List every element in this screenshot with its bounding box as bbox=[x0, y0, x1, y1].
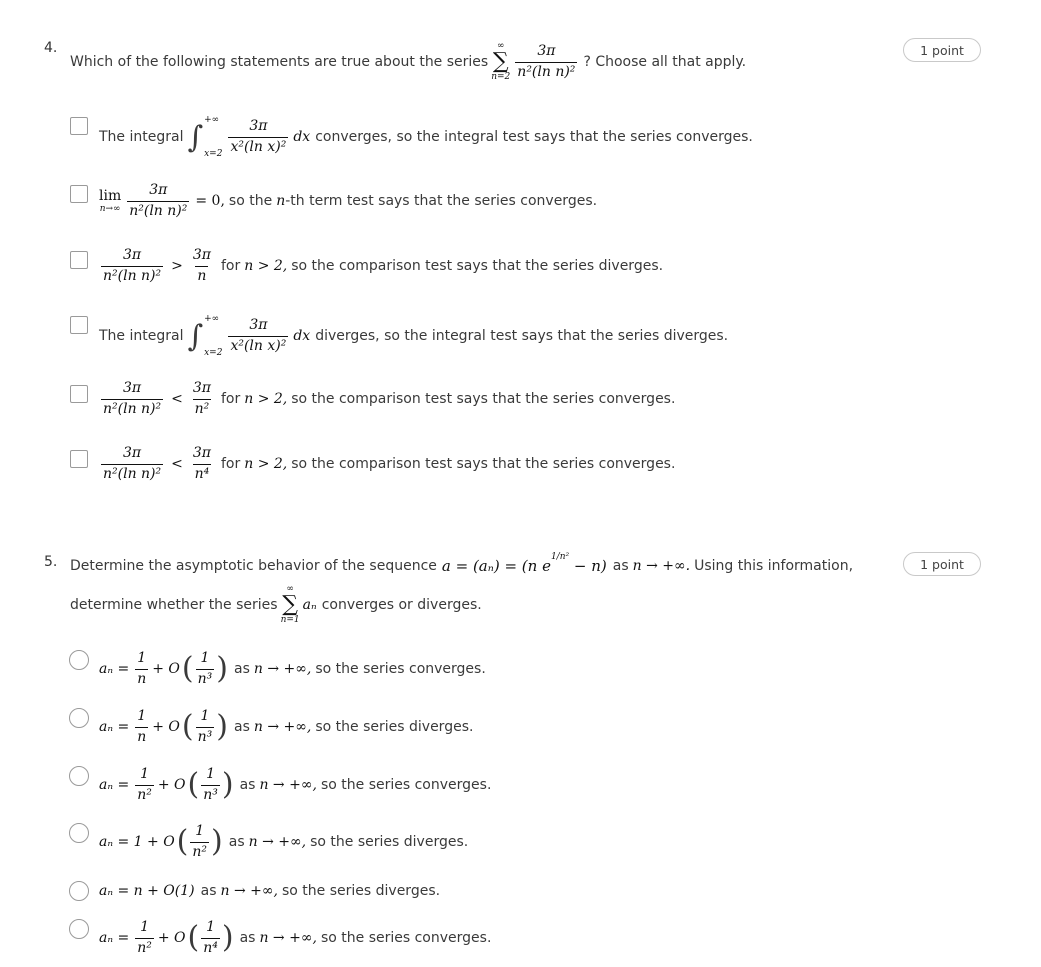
q5-opt3-fden: n² bbox=[137, 786, 152, 803]
q4-opt2-fraction bbox=[127, 183, 189, 219]
q5-opt1-as: as bbox=[233, 661, 250, 677]
left-paren: ( bbox=[187, 767, 200, 802]
q4-opt5-text: so the comparison test says that the series converges. bbox=[291, 391, 676, 407]
q5-opt1-text: so the series converges. bbox=[315, 661, 486, 677]
q4-opt3-op: > bbox=[171, 258, 183, 274]
q4-option-6 bbox=[99, 443, 675, 485]
q5-opt1-oden: n³ bbox=[197, 670, 213, 687]
q5-option-4-radio[interactable] bbox=[69, 823, 89, 843]
q5-opt5-as: as bbox=[200, 883, 217, 899]
q4-opt3-cond: n > 2, bbox=[244, 258, 288, 274]
q4-opt1-fraction bbox=[228, 119, 288, 155]
q5-opt6-text: so the series converges. bbox=[320, 930, 492, 946]
q5-option-6-radio[interactable] bbox=[69, 919, 89, 939]
q4-series-sigma bbox=[491, 42, 510, 82]
q4-opt2-text2: -th term test says that the series converges. bbox=[285, 193, 598, 209]
q4-opt4-fraction bbox=[228, 318, 288, 354]
q4-option-4-checkbox[interactable] bbox=[70, 316, 88, 334]
q4-opt6-cond: n > 2, bbox=[244, 456, 288, 472]
q5-opt6-fraction bbox=[135, 920, 154, 956]
q4-prompt-after: ? Choose all that apply. bbox=[583, 54, 747, 70]
q4-opt4-int-lower: x=2 bbox=[204, 348, 223, 358]
q5-opt2-as: as bbox=[233, 719, 250, 735]
q4-opt5-cond: n > 2, bbox=[244, 391, 288, 407]
q4-opt1-text: converges, so the integral test says that the series converges. bbox=[315, 129, 753, 145]
q5-option-6 bbox=[99, 915, 491, 961]
q4-opt4-prefix: The integral bbox=[99, 328, 184, 344]
question-4-points-badge: 1 point bbox=[903, 38, 981, 62]
left-paren: ( bbox=[187, 920, 200, 955]
q5-opt2-onum: 1 bbox=[200, 708, 210, 725]
q5-series-sigma bbox=[281, 585, 300, 625]
q5-sum-upper: ∞ bbox=[286, 584, 294, 594]
q4-opt2-eq: = 0, bbox=[195, 193, 225, 209]
q5-opt5-text: so the series diverges. bbox=[281, 883, 441, 899]
q5-opt3-as: as bbox=[239, 777, 256, 793]
q5-opt1-onum: 1 bbox=[200, 650, 210, 667]
q5-opt1-lim: n → +∞, bbox=[253, 661, 312, 677]
q4-option-6-checkbox[interactable] bbox=[70, 450, 88, 468]
q4-opt5-left-fraction bbox=[101, 381, 163, 417]
q4-opt2-nvar: n bbox=[276, 193, 286, 209]
q4-opt1-num: 3π bbox=[249, 118, 268, 135]
q4-opt2-limit bbox=[99, 188, 121, 214]
q4-option-5 bbox=[99, 378, 675, 420]
q5-opt5-lhs: aₙ = n + O(1) bbox=[99, 883, 195, 899]
q5-opt1-fraction bbox=[135, 651, 148, 687]
q4-series-num: 3π bbox=[537, 43, 556, 60]
q4-option-3-checkbox[interactable] bbox=[70, 251, 88, 269]
q5-opt4-onum: 1 bbox=[195, 823, 205, 840]
q5-option-1 bbox=[99, 646, 486, 692]
q5-opt2-lhs: aₙ = bbox=[99, 719, 130, 735]
q5-opt3-text: so the series converges. bbox=[320, 777, 492, 793]
q5-option-1-radio[interactable] bbox=[69, 650, 89, 670]
q4-opt6-lnum: 3π bbox=[123, 445, 142, 462]
q5-opt3-o-fraction bbox=[201, 767, 220, 803]
q5-option-3 bbox=[99, 762, 491, 808]
q5-opt6-oden: n⁴ bbox=[203, 939, 218, 956]
q4-sum-upper: ∞ bbox=[497, 41, 505, 51]
integral-icon: ∫ +∞ x=2 bbox=[187, 314, 223, 358]
q5-seq-exp: 1/n² bbox=[550, 552, 570, 562]
q5-opt3-onum: 1 bbox=[206, 766, 216, 783]
q5-opt2-oden: n³ bbox=[197, 728, 213, 745]
q4-opt1-dx: dx bbox=[293, 129, 311, 145]
q5-option-2-radio[interactable] bbox=[69, 708, 89, 728]
q4-opt3-lden: n²(ln n)² bbox=[103, 267, 162, 284]
q5-option-4 bbox=[99, 819, 468, 865]
q4-opt6-text: so the comparison test says that the series converges. bbox=[291, 456, 676, 472]
q5-opt4-o-fraction bbox=[190, 824, 209, 860]
q5-opt2-text: so the series diverges. bbox=[315, 719, 474, 735]
q5-sum-lower: n=1 bbox=[280, 615, 300, 625]
q4-opt6-op: < bbox=[171, 456, 183, 472]
q5-prompt2-after: converges or diverges. bbox=[321, 597, 482, 613]
q5-prompt2-before: determine whether the series bbox=[70, 597, 278, 613]
q4-option-3 bbox=[99, 245, 663, 287]
q4-opt6-lden: n²(ln n)² bbox=[103, 465, 162, 482]
q5-seq-tail: − n) bbox=[569, 557, 607, 575]
q5-opt6-lhs: aₙ = bbox=[99, 930, 130, 946]
q4-opt2-num: 3π bbox=[149, 182, 168, 199]
q4-opt1-int-lower: x=2 bbox=[204, 149, 223, 159]
integral-icon: ∫ +∞ x=2 bbox=[187, 115, 223, 159]
q4-opt3-for: for bbox=[220, 258, 241, 274]
q4-opt2-lim-sub: n→∞ bbox=[99, 204, 121, 214]
q4-opt2-den: n²(ln n)² bbox=[129, 202, 188, 219]
q5-opt1-lhs: aₙ = bbox=[99, 661, 130, 677]
left-paren: ( bbox=[181, 651, 194, 686]
q5-opt3-fraction bbox=[135, 767, 154, 803]
q5-opt6-lim: n → +∞, bbox=[259, 930, 317, 946]
q5-opt3-fnum: 1 bbox=[140, 766, 149, 783]
q4-prompt-before: Which of the following statements are true about the series bbox=[70, 54, 489, 70]
q5-opt2-o-fraction bbox=[196, 709, 215, 745]
q5-opt2-fnum: 1 bbox=[137, 708, 147, 725]
q5-option-5-radio[interactable] bbox=[69, 881, 89, 901]
q5-option-5 bbox=[99, 880, 440, 902]
q4-opt4-text: diverges, so the integral test says that the series diverges. bbox=[315, 328, 729, 344]
q4-opt3-right-fraction bbox=[191, 248, 213, 284]
q4-option-1 bbox=[99, 114, 753, 160]
question-4-prompt bbox=[70, 38, 746, 86]
q5-opt2-lim: n → +∞, bbox=[253, 719, 312, 735]
q4-series-den: n²(ln n)² bbox=[517, 63, 576, 80]
right-paren: ) bbox=[216, 651, 228, 686]
q5-opt3-lim: n → +∞, bbox=[259, 777, 317, 793]
q5-opt1-plus: + O bbox=[152, 661, 180, 677]
q4-opt5-for: for bbox=[220, 391, 241, 407]
q4-opt5-rnum: 3π bbox=[192, 380, 211, 397]
q4-opt2-text: so the bbox=[228, 193, 273, 209]
q4-opt3-text: so the comparison test says that the series diverges. bbox=[291, 258, 664, 274]
right-paren: ) bbox=[216, 709, 228, 744]
q4-option-1-checkbox[interactable] bbox=[70, 117, 88, 135]
q5-opt4-oden: n² bbox=[192, 843, 208, 860]
question-5-points-badge: 1 point bbox=[903, 552, 981, 576]
q4-opt5-rden: n² bbox=[194, 400, 210, 417]
q4-opt6-for: for bbox=[220, 456, 241, 472]
question-4-number: 4. bbox=[44, 40, 58, 56]
q4-opt6-right-fraction bbox=[191, 446, 213, 482]
q4-option-5-checkbox[interactable] bbox=[70, 385, 88, 403]
q4-opt6-left-fraction bbox=[101, 446, 163, 482]
q4-option-4 bbox=[99, 313, 728, 359]
q5-opt3-oden: n³ bbox=[203, 786, 218, 803]
q4-opt5-op: < bbox=[171, 391, 183, 407]
q5-limit: n → +∞. bbox=[632, 558, 691, 574]
q4-sum-lower: n=2 bbox=[491, 72, 511, 82]
q4-opt5-lnum: 3π bbox=[123, 380, 142, 397]
sigma-icon: ∑ bbox=[492, 49, 509, 74]
q5-opt4-lhs: aₙ = 1 + O bbox=[99, 834, 175, 850]
q5-opt3-plus: + O bbox=[157, 777, 186, 793]
q5-opt6-fden: n² bbox=[137, 939, 152, 956]
q5-opt2-plus: + O bbox=[152, 719, 180, 735]
right-paren: ) bbox=[221, 767, 234, 802]
q4-opt5-right-fraction bbox=[191, 381, 213, 417]
q4-opt4-dx: dx bbox=[293, 328, 311, 344]
sigma-icon: ∑ bbox=[282, 592, 298, 617]
q5-opt4-lim: n → +∞, bbox=[248, 834, 307, 850]
q5-prompt1-mid: as bbox=[612, 558, 629, 574]
q5-opt1-o-fraction bbox=[196, 651, 215, 687]
q5-opt1-fden: n bbox=[137, 670, 147, 687]
q4-opt5-lden: n²(ln n)² bbox=[103, 400, 162, 417]
question-5-prompt-line-1 bbox=[70, 550, 853, 582]
question-5-prompt-line-2 bbox=[70, 582, 482, 628]
q4-opt3-left-fraction bbox=[101, 248, 163, 284]
q5-seq: a = (aₙ) = (n e bbox=[441, 557, 551, 575]
q5-option-3-radio[interactable] bbox=[69, 766, 89, 786]
q4-opt4-den: x²(ln x)² bbox=[230, 337, 287, 354]
q5-opt6-onum: 1 bbox=[206, 919, 216, 936]
q5-prompt1-before: Determine the asymptotic behavior of the sequence bbox=[70, 558, 437, 574]
q5-opt6-plus: + O bbox=[157, 930, 186, 946]
q5-opt3-lhs: aₙ = bbox=[99, 777, 130, 793]
q5-prompt1-after: Using this information, bbox=[694, 558, 854, 574]
q4-opt1-prefix: The integral bbox=[99, 129, 184, 145]
right-paren: ) bbox=[211, 824, 223, 859]
q4-opt3-rden: n bbox=[197, 267, 207, 284]
q4-opt4-int-upper: +∞ bbox=[204, 314, 220, 324]
q4-option-2 bbox=[99, 180, 597, 222]
q4-series-fraction bbox=[515, 44, 577, 80]
q5-opt6-as: as bbox=[239, 930, 256, 946]
left-paren: ( bbox=[181, 709, 194, 744]
q5-opt6-fnum: 1 bbox=[140, 919, 149, 936]
q4-opt6-rden: n⁴ bbox=[194, 465, 210, 482]
left-paren: ( bbox=[176, 824, 189, 859]
q5-opt5-lim: n → +∞, bbox=[220, 883, 278, 899]
right-paren: ) bbox=[221, 920, 234, 955]
q5-opt4-text: so the series diverges. bbox=[310, 834, 469, 850]
q4-opt1-den: x²(ln x)² bbox=[230, 138, 287, 155]
q4-opt2-lim: lim bbox=[99, 188, 122, 204]
q5-opt2-fraction bbox=[135, 709, 148, 745]
q4-opt3-lnum: 3π bbox=[123, 247, 142, 264]
q4-opt3-rnum: 3π bbox=[192, 247, 211, 264]
q5-opt4-as: as bbox=[228, 834, 245, 850]
q5-opt6-o-fraction bbox=[201, 920, 220, 956]
q5-sequence bbox=[441, 552, 607, 575]
q4-option-2-checkbox[interactable] bbox=[70, 185, 88, 203]
q5-option-2 bbox=[99, 704, 473, 750]
q4-opt4-num: 3π bbox=[249, 317, 268, 334]
q5-opt2-fden: n bbox=[137, 728, 147, 745]
question-5-number: 5. bbox=[44, 554, 58, 570]
q4-opt6-rnum: 3π bbox=[192, 445, 211, 462]
q5-opt1-fnum: 1 bbox=[137, 650, 147, 667]
q4-opt1-int-upper: +∞ bbox=[204, 115, 220, 125]
q5-series-term: aₙ bbox=[302, 597, 317, 613]
